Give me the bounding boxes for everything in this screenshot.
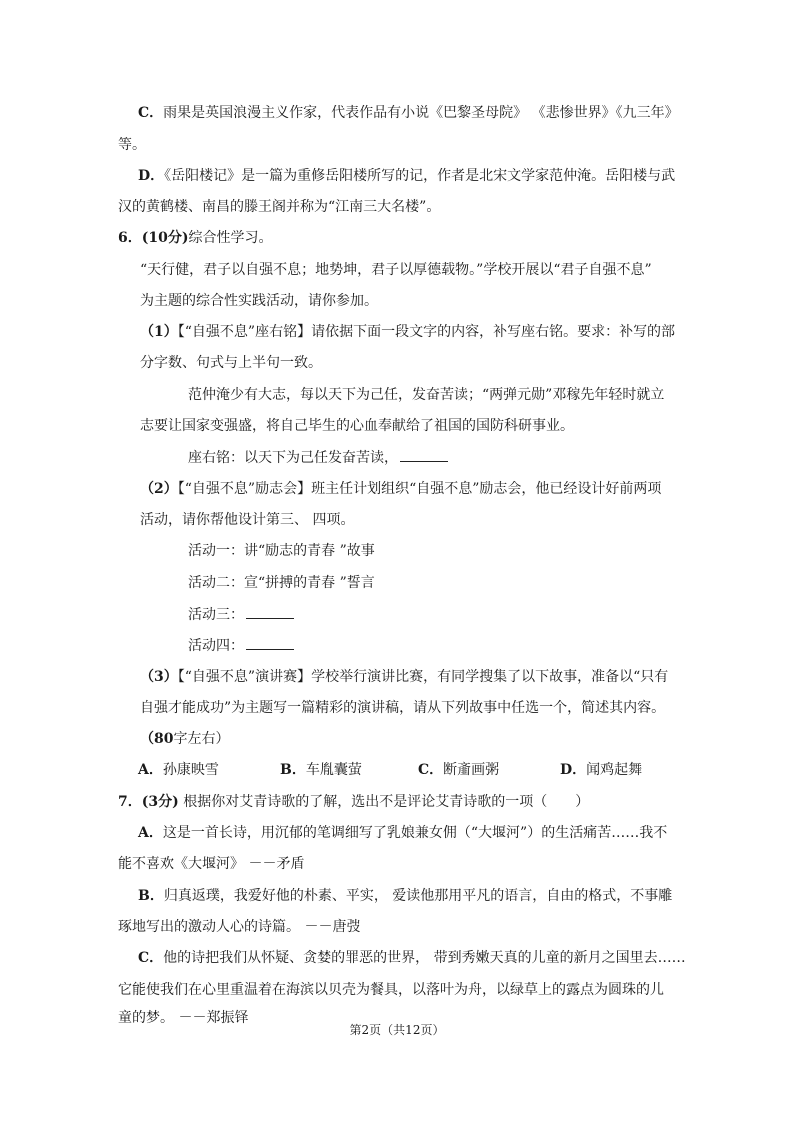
- q6-option-a-text: 孙康映雪: [162, 762, 219, 778]
- q6-option-c-text: 断齑画粥: [443, 762, 500, 778]
- q6-option-a-label: A．: [138, 762, 163, 778]
- q6-part3-word-count: （80: [140, 731, 174, 747]
- q6-part3-word-limit: [140, 729, 229, 749]
- q7-option-b: [138, 886, 672, 906]
- q6-option-d-label: D．: [560, 762, 587, 778]
- q5-option-c-label: C．: [138, 105, 164, 121]
- q6-part3-label: （3）: [140, 669, 178, 685]
- q6-option-b-label: B．: [280, 762, 306, 778]
- q5-option-d-text-cont: 汉的黄鹤楼、南昌的滕王阁并称为“江南三大名楼”。: [118, 199, 441, 215]
- q7-option-b-text: 归真返璞，我爱好他的朴素、平实， 爱读他那用平凡的语言，自由的格式，不事雕: [163, 888, 673, 904]
- q6-part1-motto: [188, 447, 448, 468]
- q6-part1-answer-blank[interactable]: [400, 447, 448, 462]
- q6-part1-motto-text: 座右铭：以天下为己任发奋苦读，: [188, 450, 398, 466]
- q7-option-c-label: C．: [138, 950, 164, 966]
- q6-activity4: [188, 635, 294, 656]
- q6-part3-word-limit-text: 字左右）: [173, 731, 230, 747]
- q6-option-c: [418, 760, 499, 780]
- q6-activity3-blank[interactable]: [246, 604, 294, 619]
- q6-option-d: [560, 760, 642, 780]
- q6-intro-line1: “天行健，君子以自强不息；地势坤，君子以厚德载物。”学校开展以“君子自强不息”: [140, 262, 652, 278]
- q6-option-b-text: 车胤囊萤: [305, 762, 362, 778]
- q6-heading: [118, 228, 272, 248]
- q5-option-c-text-cont: 等。: [118, 137, 146, 153]
- q7-option-a: [138, 823, 667, 843]
- q6-part3-text: 【“自强不息”演讲赛】学校举行演讲比赛，有同学搜集了以下故事，准备以“只有: [177, 669, 669, 685]
- q6-part3: [140, 667, 668, 687]
- q7-heading: [118, 792, 589, 812]
- q5-option-c: [138, 103, 679, 123]
- q6-number: 6．: [118, 230, 142, 246]
- q7-option-c-text-cont2: 童的梦。 －－郑振铎: [118, 1010, 249, 1026]
- q7-number: 7．: [118, 794, 142, 810]
- q7-score: (3分): [141, 794, 179, 810]
- q6-activity3: [188, 604, 294, 625]
- q6-part1-label: （1）: [140, 324, 178, 340]
- q7-option-a-text: 这是一首长诗，用沉郁的笔调细写了乳娘兼女佣（“大堰河”）的生活痛苦……我不: [162, 825, 668, 841]
- q6-option-a: [138, 760, 219, 780]
- q7-option-c-text-cont1: 它能使我们在心里重温着在海滨以贝壳为餐具，以落叶为舟，以绿草上的露点为圆珠的儿: [118, 982, 664, 998]
- q6-intro-line2: 为主题的综合性实践活动，请你参加。: [140, 293, 378, 309]
- q5-option-d-text: 《岳阳楼记》是一篇为重修岳阳楼所写的记，作者是北宋文学家范仲淹。岳阳楼与武: [164, 168, 676, 184]
- q6-option-d-text: 闻鸡起舞: [586, 762, 643, 778]
- q7-option-c-text: 他的诗把我们从怀疑、贪婪的罪恶的世界， 带到秀嫩天真的儿童的新月之国里去……: [163, 950, 686, 966]
- q7-option-b-label: B．: [138, 888, 164, 904]
- q6-part3-text-cont: 自强才能成功”为主题写一篇精彩的演讲稿，请从下列故事中任选一个，简述其内容。: [140, 700, 666, 716]
- q6-part2-text-cont: 活动，请你帮他设计第三、 四项。: [140, 512, 355, 528]
- q6-activity4-blank[interactable]: [246, 635, 294, 650]
- q6-part2: [140, 479, 661, 499]
- q7-option-a-label: A．: [138, 825, 163, 841]
- q6-part1-passage-line1: 范仲淹少有大志，每以天下为己任，发奋苦读；“两弹元勋”邓稼先年轻时就立: [188, 387, 665, 403]
- q6-activity2: 活动二：宣“拼搏的青春 ”誓言: [188, 575, 375, 591]
- q6-title: 综合性学习。: [188, 230, 273, 246]
- q7-option-b-text-cont: 琢地写出的激动人心的诗篇。 －－唐弢: [118, 919, 361, 935]
- q5-option-d: [138, 166, 675, 186]
- q6-part1-text-cont: 分字数、句式与上半句一致。: [140, 355, 322, 371]
- q6-activity4-label: 活动四：: [188, 638, 244, 654]
- q7-option-a-text-cont: 能不喜欢《大堰河》 －－矛盾: [118, 856, 305, 872]
- q6-part2-label: （2）: [140, 481, 178, 497]
- q6-part1-passage-line2: 志要让国家变强盛，将自己毕生的心血奉献给了祖国的国防科研事业。: [140, 418, 574, 434]
- q6-option-c-label: C．: [418, 762, 444, 778]
- q6-part1-text: 【“自强不息”座右铭】请依据下面一段文字的内容，补写座右铭。要求：补写的部: [177, 324, 676, 340]
- q6-part2-text: 【“自强不息”励志会】班主任计划组织“自强不息”励志会，他已经设计好前两项: [177, 481, 662, 497]
- q6-option-b: [280, 760, 362, 780]
- q7-stem: 根据你对艾青诗歌的了解，选出不是评论艾青诗歌的一项（ ）: [178, 794, 590, 810]
- q5-option-d-label: D．: [138, 168, 165, 184]
- page-footer: 第2页（共12页）: [349, 1023, 445, 1037]
- q7-option-c: [138, 948, 686, 968]
- q6-part1: [140, 322, 675, 342]
- q5-option-c-text: 雨果是英国浪漫主义作家，代表作品有小说《巴黎圣母院》 《悲惨世界》《九三年》: [163, 105, 679, 121]
- q6-score: (10分): [141, 230, 189, 246]
- q6-activity3-label: 活动三：: [188, 607, 244, 623]
- q6-activity1: 活动一：讲“励志的青春 ”故事: [188, 543, 375, 559]
